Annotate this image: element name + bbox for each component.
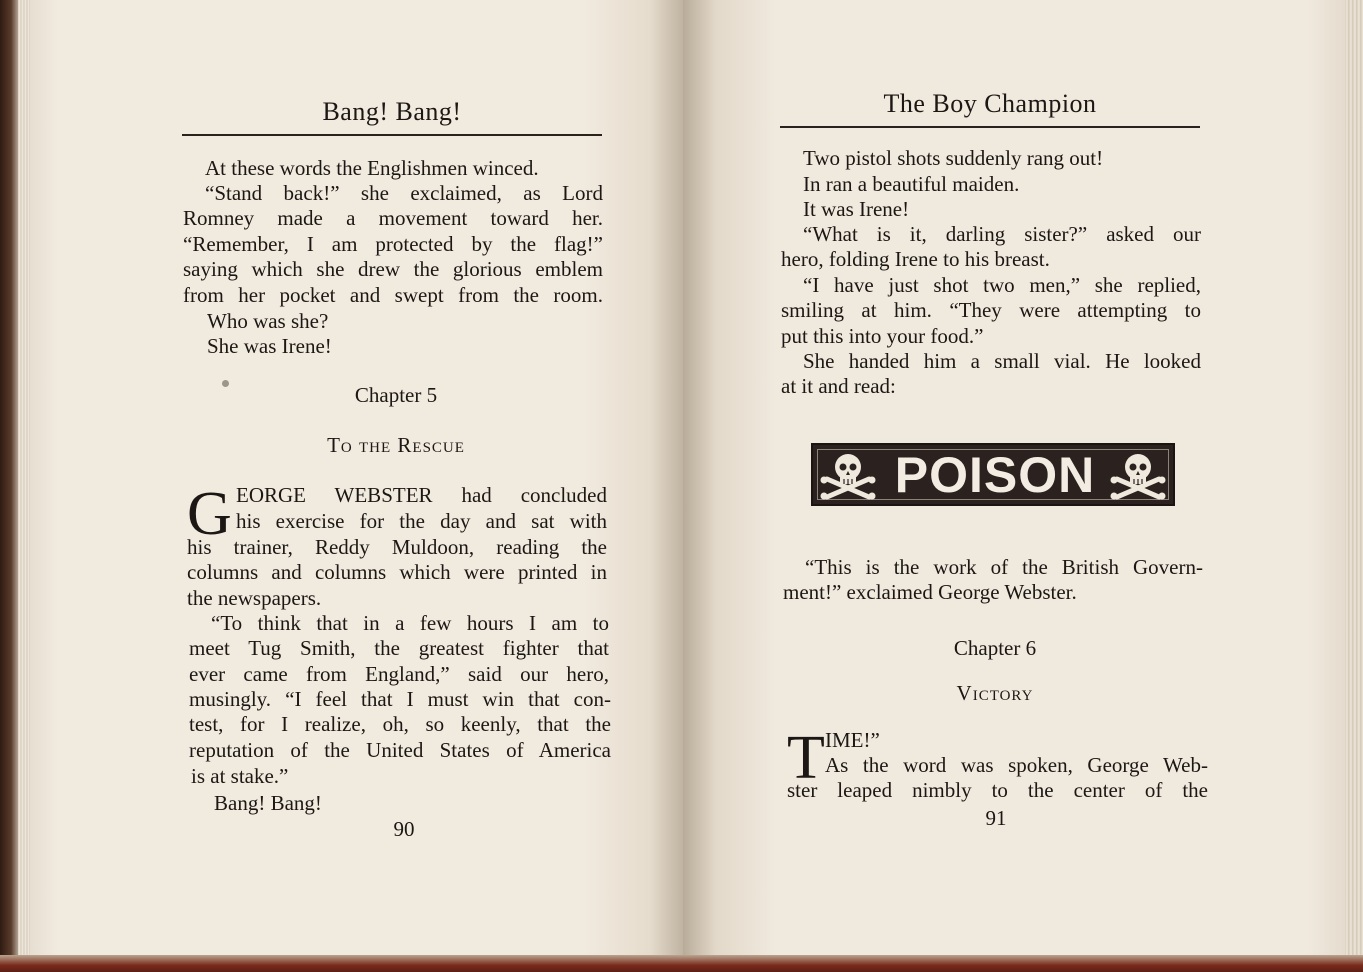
text-line: musingly. “I feel that I must win that con-	[189, 687, 611, 711]
text-line: “I have just shot two men,” she replied,	[803, 273, 1201, 297]
text-line: columns and columns which were printed in	[187, 560, 607, 584]
page-number: 91	[985, 806, 1007, 830]
left-running-head: Bang! Bang!	[322, 97, 462, 126]
page-number: 90	[393, 817, 415, 841]
text-line: ever came from England,” said our hero,	[189, 662, 609, 686]
text-line: meet Tug Smith, the greatest fighter that	[189, 636, 609, 660]
text-line: Romney made a movement toward her.	[183, 206, 603, 230]
right-page-edge	[1345, 0, 1363, 960]
left-head-rule	[182, 134, 602, 136]
text-line: She handed him a small vial. He looked	[803, 349, 1201, 373]
text-line: Who was she?	[207, 309, 329, 333]
chapter-heading: Chapter 5	[354, 383, 438, 407]
text-line: reputation of the United States of America	[189, 738, 611, 762]
skull-crossbones-icon	[1109, 449, 1167, 501]
text-line: IME!”	[825, 728, 880, 752]
text-line: “What is it, darling sister?” asked our	[803, 222, 1201, 246]
book-cover-edge	[0, 0, 20, 972]
skull-crossbones-icon	[819, 449, 877, 501]
text-line: In ran a beautiful maiden.	[803, 172, 1020, 196]
book-cover-bottom-edge	[0, 955, 1363, 972]
text-line: from her pocket and swept from the room.	[183, 283, 603, 307]
chapter-title: To the Rescue	[327, 433, 465, 457]
right-running-head: The Boy Champion	[883, 89, 1097, 118]
page-blemish	[222, 380, 229, 387]
text-line: She was Irene!	[207, 334, 332, 358]
text-line: “Remember, I am protected by the flag!”	[183, 232, 603, 256]
text-line: EORGE WEBSTER had concluded	[236, 483, 607, 507]
chapter-heading: Chapter 6	[953, 636, 1037, 660]
chapter-title: Victory	[956, 681, 1034, 705]
text-line: is at stake.”	[191, 764, 289, 788]
text-line: his exercise for the day and sat with	[236, 509, 607, 533]
text-line: As the word was spoken, George Web-	[825, 753, 1208, 777]
drop-cap: T	[787, 724, 825, 792]
poison-label	[811, 443, 1175, 506]
text-line: ster leaped nimbly to the center of the	[787, 778, 1208, 802]
poison-label-text: POISON	[894, 447, 1096, 503]
text-line: It was Irene!	[803, 197, 910, 221]
text-line: “Stand back!” she exclaimed, as Lord	[205, 181, 603, 205]
left-page-edge	[18, 0, 30, 960]
text-line: test, for I realize, oh, so keenly, that the	[189, 712, 611, 736]
text-line: Bang! Bang!	[214, 791, 322, 815]
text-line: his trainer, Reddy Muldoon, reading the	[187, 535, 607, 559]
text-line: at it and read:	[781, 374, 896, 398]
text-line: the newspapers.	[187, 586, 322, 610]
text-line: smiling at him. “They were attempting to	[781, 298, 1201, 322]
text-line: hero, folding Irene to his breast.	[781, 247, 1050, 271]
text-line: ment!” exclaimed George Webster.	[783, 580, 1077, 604]
text-line: “This is the work of the British Govern-	[805, 555, 1203, 579]
text-line: Two pistol shots suddenly rang out!	[803, 146, 1104, 170]
left-page	[18, 0, 683, 960]
right-head-rule	[780, 126, 1200, 128]
text-line: At these words the Englishmen winced.	[205, 156, 539, 180]
text-line: saying which she drew the glorious emblem	[183, 257, 603, 281]
text-line: “To think that in a few hours I am to	[211, 611, 609, 635]
text-line: put this into your food.”	[781, 324, 984, 348]
drop-cap: G	[187, 480, 232, 548]
